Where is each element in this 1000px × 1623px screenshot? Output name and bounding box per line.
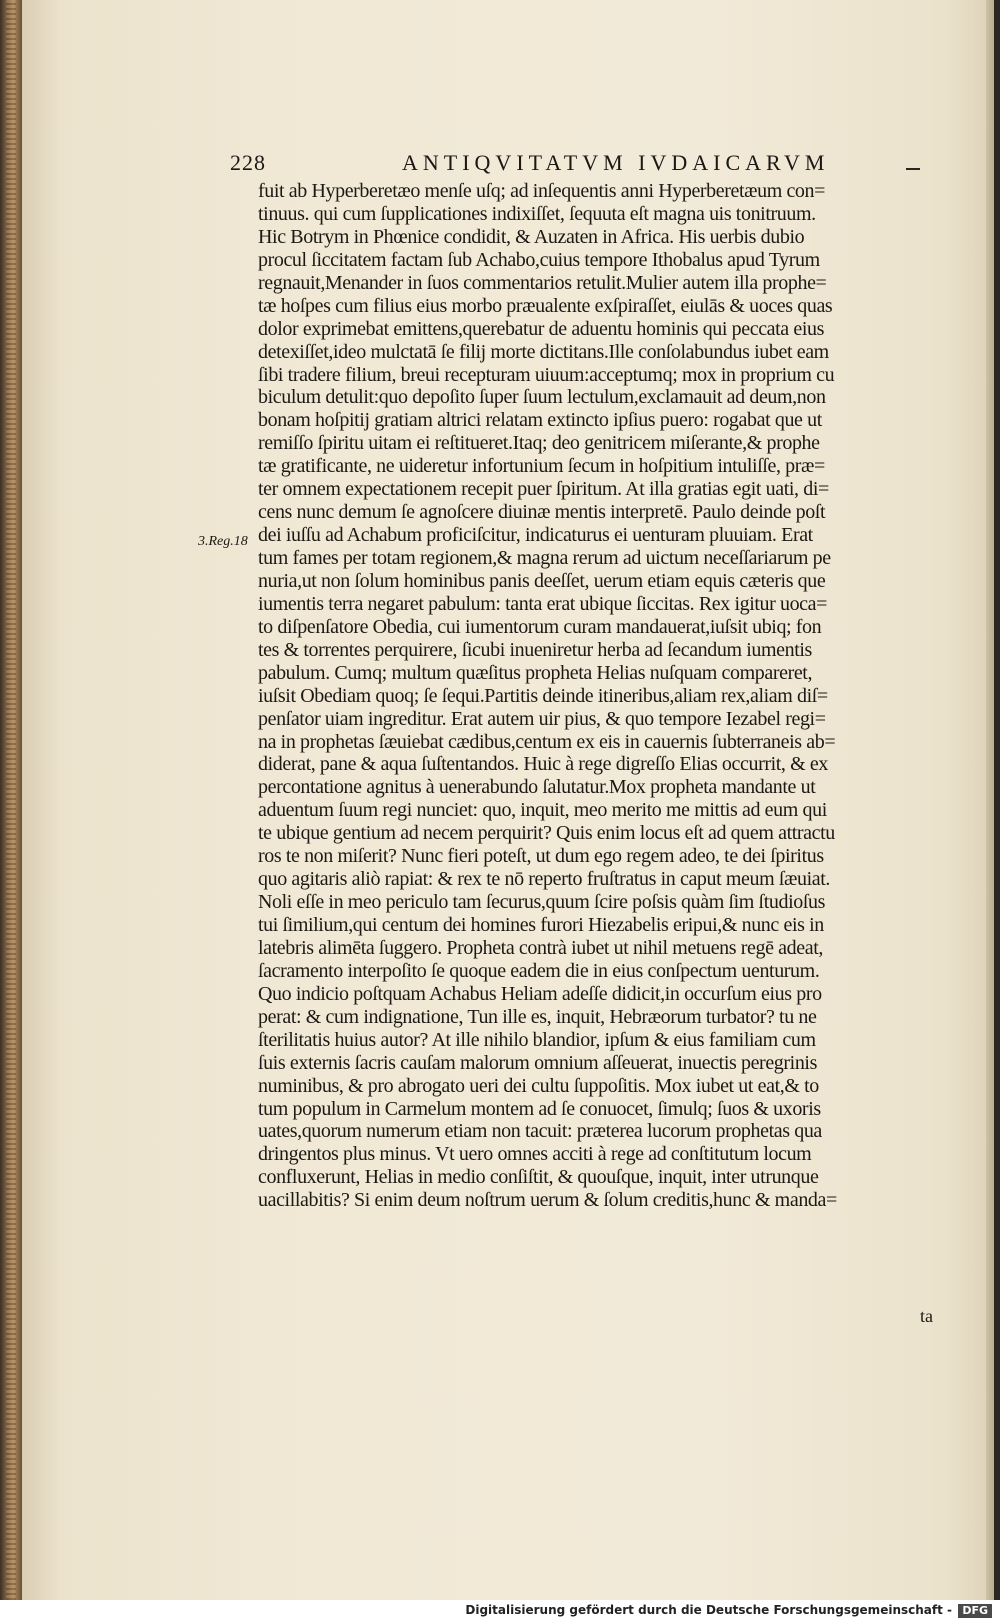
text-line: ſterilitatis huius autor? At ille nihilo blandior, ipſum & eius familiam cum [258, 1028, 816, 1051]
text-line: tæ gratificante, ne uideretur infortunium ſecum in hoſpitium intuliſſe, præ= [258, 455, 825, 478]
text-line: fuit ab Hyperberetæo menſe uſq; ad inſequentis anni Hyperberetæum con= [258, 180, 826, 202]
text-line: remiſſo ſpiritu uitam ei reſtitueret.Itaq; deo genitricem miſerante,& prophe [258, 432, 820, 455]
text-line: te ubique gentium ad necem perquirit? Quis enim locus eſt ad quem attractu [258, 822, 835, 845]
text-line: detexiſſet,ideo mulctatā ſe filij morte dictitans.Ille conſolabundus iubet eam [258, 340, 829, 363]
page-number: 228 [230, 150, 266, 175]
text-line: tum populum in Carmelum montem ad ſe conuocet, ſimulq; ſuos & uxoris [258, 1097, 821, 1120]
text-line: ter omnem expectationem recepit puer ſpiritum. At illa gratias egit uati, di= [258, 478, 829, 501]
text-line: tinuus. qui cum ſupplicationes indixiſſet, ſequuta eſt magna uis tonitruum. [258, 202, 816, 225]
text-line: latebris alimēta ſuggero. Propheta contrà iubet ut nihil metuens regē adeat, [258, 936, 823, 959]
text-line: Noli eſſe in meo periculo tam ſecurus,quum ſcire poſsis quàm ſim ſtudioſus [258, 891, 825, 914]
text-line: na in prophetas ſæuiebat cædibus,centum ex eis in cauernis ſubterraneis ab= [258, 730, 836, 753]
text-line: biculum detulit:quo depoſito ſuper ſuum lectulum,exclamauit ad deum,non [258, 386, 826, 409]
text-line: to diſpenſatore Obedia, cui iumentorum curam mandauerat,iuſsit ubiq; fon [258, 615, 822, 638]
text-line: ros te non miſerit? Nunc fieri poteſt, ut dum ego regem adeo, te dei ſpiritus [258, 845, 824, 868]
text-line: tes & torrentes perquirere, ſicubi inueniretur herba ad ſecandum iumentis [258, 638, 812, 661]
text-line: ſibi tradere filium, breui recepturam uiuum:acceptumq; mox in proprium cu [258, 363, 835, 386]
text-line: penſator uiam ingreditur. Erat autem uir pius, & quo tempore Iezabel regi= [258, 707, 826, 730]
text-line: iuſsit Obediam quoq; ſe ſequi.Partitis deinde itineribus,aliam rex,aliam diſ= [258, 684, 828, 707]
text-line: Quo indicio poſtquam Achabus Heliam adeſſe didicit,in occurſum eius pro [258, 982, 822, 1005]
text-line: uacillabitis? Si enim deum noſtrum uerum & ſolum creditis,hunc & manda= [258, 1189, 837, 1212]
body-text [258, 180, 938, 1212]
catchword: ta [920, 1306, 933, 1326]
text-line: diderat, pane & aqua ſuſtentandos. Huic à rege digreſſo Elias occurrit, & ex [258, 753, 828, 776]
header-dash [906, 168, 920, 170]
text-line: procul ſiccitatem factam ſub Achabo,cuius tempore Ithobalus apud Tyrum [258, 248, 820, 271]
text-line: numinibus, & pro abrogato ueri dei cultu ſuppoſitis. Mox iubet ut eat,& to [258, 1074, 819, 1097]
margin-note: 3.Reg.18 [198, 534, 248, 549]
text-line: nuria,ut non ſolum hominibus panis deeſſet, uerum etiam equis cæteris que [258, 569, 826, 592]
dfg-logo: DFG [958, 1604, 992, 1618]
text-line: ſuis externis ſacris cauſam malorum omnium aſſeuerat, inuectis peregrinis [258, 1051, 817, 1074]
page-gutter-shadow [986, 0, 994, 1600]
text-line: bonam hoſpitij gratiam altrici relatam extincto ipſius puero: rogabat que ut [258, 409, 822, 432]
text-line: cens nunc demum ſe agnoſcere diuinæ mentis interpretē. Paulo deinde poſt [258, 501, 826, 524]
text-line: dolor exprimebat emittens,querebatur de aduentu hominis qui peccata eius [258, 317, 825, 340]
book-fore-edge [0, 0, 22, 1600]
page-header [230, 150, 930, 180]
text-line: quo agitaris aliò rapiat: & rex te nō reperto fruſtratus in caput meum ſæuiat. [258, 868, 830, 891]
text-line: iumentis terra negaret pabulum: tanta erat ubique ſiccitas. Rex igitur uoca= [258, 592, 828, 615]
text-line: ſacramento interpoſito ſe quoque eadem die in eius conſpectum uenturum. [258, 959, 820, 982]
text-line: percontatione agnitus à uenerabundo ſalutatur.Mox propheta mandante ut [258, 776, 816, 799]
text-line: Hic Botrym in Phœnice condidit, & Auzaten in Africa. His uerbis dubio [258, 225, 805, 248]
text-line: confluxerunt, Helias in medio conſiſtit, & quouſque, inquit, inter utrunque [258, 1166, 819, 1189]
text-line: tum fames per totam regionem,& magna rerum ad uictum neceſſariarum pe [258, 547, 831, 569]
text-line: dei iuſſu ad Achabum proficiſcitur, indicaturus ei uenturam pluuiam. Erat [258, 524, 813, 547]
text-line: tui ſimilium,qui centum dei homines furori Hiezabelis eripui,& nunc eis in [258, 914, 824, 936]
running-title: ANTIQVITATVM IVDAICARVM [402, 150, 830, 175]
text-line: dringentos plus minus. Vt uero omnes acciti à rege ad conſtitutum locum [258, 1143, 812, 1166]
text-line: regnauit,Menander in ſuos commentarios retulit.Mulier autem illa prophe= [258, 271, 827, 294]
text-line: perat: & cum indignatione, Tun ille es, inquit, Hebræorum turbator? tu ne [258, 1005, 817, 1028]
text-line: aduentum ſuum regi nunciet: quo, inquit, meo merito me mittis ad eum qui [258, 799, 827, 822]
text-line: tæ hoſpes cum filius eius morbo præualente exſpiraſſet, eiulās & uoces quas [258, 294, 833, 317]
text-line: uates,quorum numerum etiam non tacuit: præterea lucorum prophetas qua [258, 1120, 822, 1143]
funding-note: Digitalisierung gefördert durch die Deutsche Forschungsgemeinschaft - [465, 1603, 952, 1617]
footer-bar [0, 1600, 1000, 1623]
text-line: pabulum. Cumq; multum quæſitus propheta Helias nuſquam compareret, [258, 661, 813, 684]
